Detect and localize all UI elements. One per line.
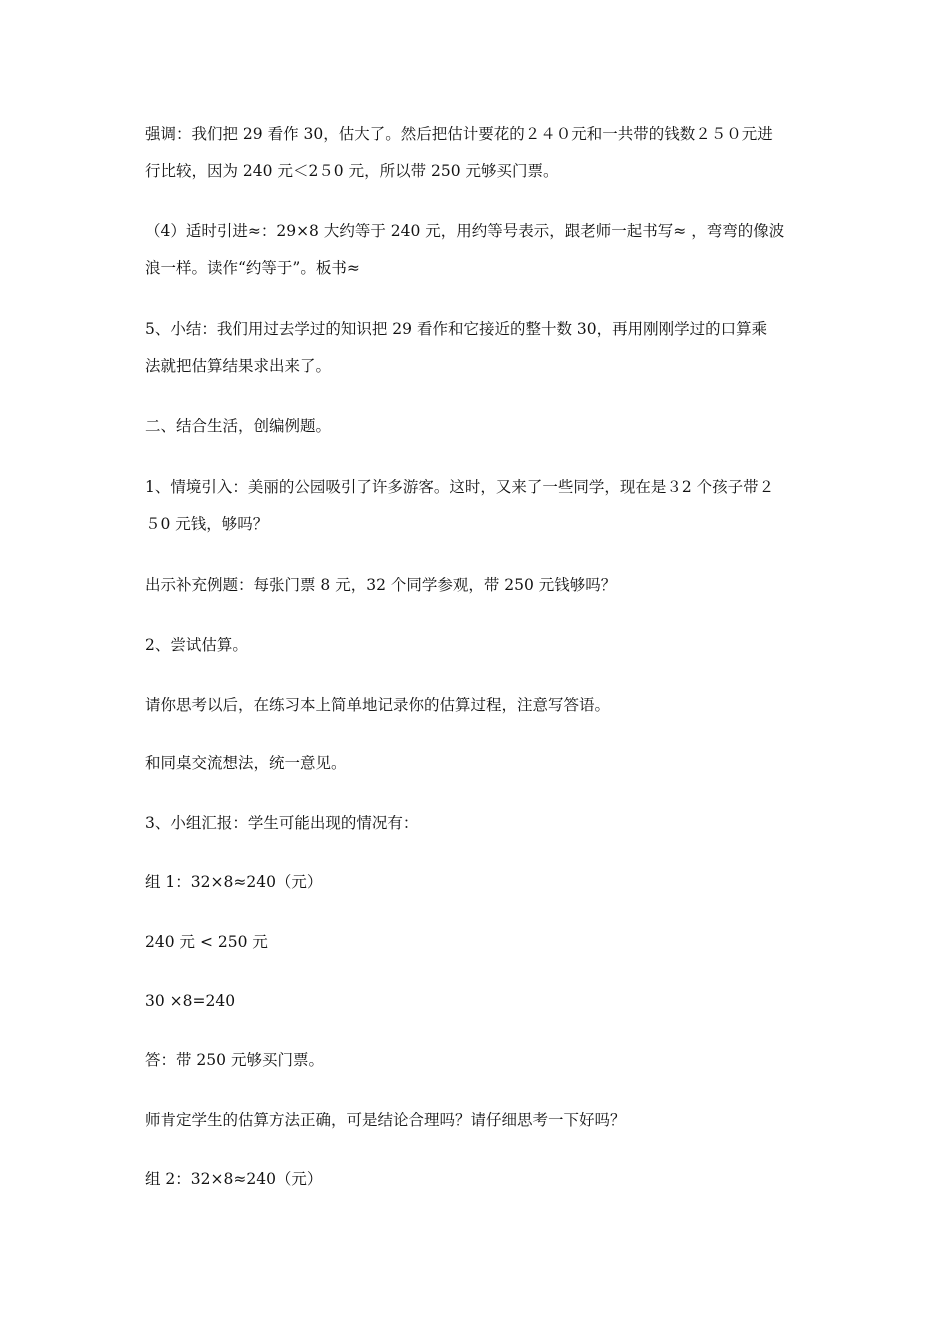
paragraph-line: 2、尝试估算。	[145, 636, 248, 654]
group-2-calc	[145, 1161, 810, 1198]
product-line	[145, 983, 810, 1020]
answer-line	[145, 1042, 810, 1079]
section-heading	[145, 408, 810, 445]
paragraph-line: 3、小组汇报：学生可能出现的情况有：	[145, 814, 419, 832]
paragraph-line: 出示补充例题：每张门票 8 元，32 个同学参观，带 250 元钱够吗？	[145, 576, 617, 594]
paragraph-approx-sign	[145, 213, 810, 287]
paragraph-line: ５0 元钱，够吗？	[145, 515, 269, 533]
paragraph-scenario	[145, 469, 810, 543]
paragraph-line: 行比较，因为 240 元＜2５0 元，所以带 250 元够买门票。	[145, 162, 559, 180]
group-1-calc	[145, 864, 810, 901]
paragraph-example	[145, 567, 810, 604]
paragraph-line: 法就把估算结果求出来了。	[145, 357, 332, 375]
paragraph-line: 240 元 < 250 元	[145, 933, 268, 951]
paragraph-line: 1、情境引入：美丽的公园吸引了许多游客。这时，又来了一些同学，现在是３2 个孩子带２	[145, 478, 775, 496]
paragraph-try	[145, 627, 810, 664]
paragraph-line: 组 2：32×8≈240（元）	[145, 1170, 323, 1188]
comparison-line	[145, 924, 810, 961]
paragraph-line: 二、结合生活，创编例题。	[145, 417, 332, 435]
paragraph-line: （4）适时引进≈：29×8 大约等于 240 元，用约等号表示，跟老师一起书写≈ ，弯弯的像波	[145, 222, 785, 240]
paragraph-teacher	[145, 1102, 810, 1139]
paragraph-think	[145, 687, 810, 724]
paragraph-line: 组 1：32×8≈240（元）	[145, 873, 323, 891]
paragraph-line: 浪一样。读作“约等于”。板书≈	[145, 259, 360, 277]
paragraph-discuss	[145, 745, 810, 782]
paragraph-report	[145, 805, 810, 842]
paragraph-summary	[145, 311, 810, 385]
paragraph-emphasis	[145, 116, 810, 190]
paragraph-line: 和同桌交流想法，统一意见。	[145, 754, 347, 772]
paragraph-line: 30 ×8=240	[145, 992, 236, 1010]
paragraph-line: 强调：我们把 29 看作 30，估大了。然后把估计要花的２４０元和一共带的钱数２５０元进	[145, 125, 773, 143]
paragraph-line: 师肯定学生的估算方法正确，可是结论合理吗？请仔细思考一下好吗？	[145, 1111, 626, 1129]
paragraph-line: 请你思考以后，在练习本上简单地记录你的估算过程，注意写答语。	[145, 696, 611, 714]
paragraph-line: 5、小结：我们用过去学过的知识把 29 看作和它接近的整十数 30，再用刚刚学过的口算乘	[145, 320, 768, 338]
paragraph-line: 答：带 250 元够买门票。	[145, 1051, 324, 1069]
